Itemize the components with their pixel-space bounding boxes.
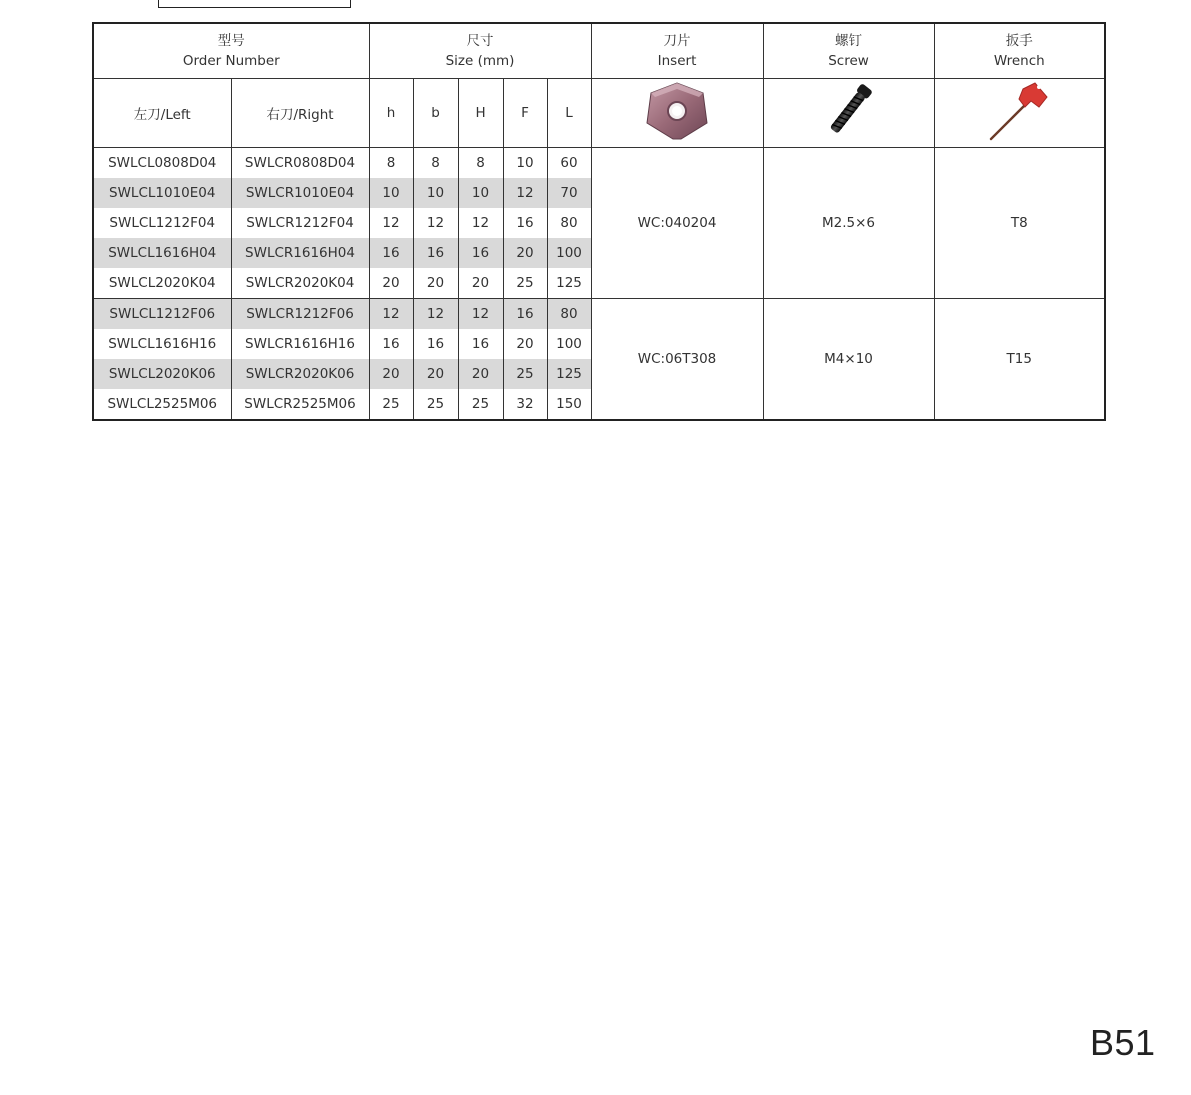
dim-b: 25 [413,389,458,420]
dim-H: 12 [458,208,503,238]
dim-F: 25 [503,359,547,389]
dim-b: 16 [413,329,458,359]
dim-F: 20 [503,238,547,268]
dim-h: 8 [369,148,413,179]
dim-h-header: h [369,79,413,148]
screw-code: M2.5×6 [763,148,934,299]
insert-code: WC:06T308 [591,299,763,421]
left-hand-header: 左刀/Left [93,79,231,148]
wrench-header [934,23,1105,79]
wrench-en: Wrench [993,53,1045,69]
insert-header [591,23,763,79]
screw-code: M4×10 [763,299,934,421]
size-header [369,23,591,79]
dim-h: 12 [369,208,413,238]
dim-H: 20 [458,359,503,389]
right-code: SWLCR2020K06 [231,359,369,389]
dim-L: 60 [547,148,591,179]
dim-L: 150 [547,389,591,420]
dim-F: 10 [503,148,547,179]
size-zh: 尺寸 [466,33,494,49]
order-number-zh: 型号 [217,33,245,49]
right-code: SWLCR1616H16 [231,329,369,359]
right-code: SWLCR1010E04 [231,178,369,208]
page-number: B51 [1090,1022,1156,1063]
dim-b: 12 [413,299,458,330]
right-code: SWLCR1212F04 [231,208,369,238]
left-code: SWLCL2020K06 [93,359,231,389]
dim-L: 80 [547,208,591,238]
insert-image [591,79,763,148]
dim-b: 12 [413,208,458,238]
dim-L: 125 [547,359,591,389]
left-code: SWLCL2020K04 [93,268,231,299]
dim-b: 20 [413,268,458,299]
dim-F: 16 [503,208,547,238]
spec-table [92,22,1106,421]
dim-H: 20 [458,268,503,299]
dim-b: 16 [413,238,458,268]
dim-L: 100 [547,238,591,268]
top-label-box [158,0,351,8]
dim-L: 100 [547,329,591,359]
screw-header [763,23,934,79]
dim-L: 70 [547,178,591,208]
left-code: SWLCL1212F04 [93,208,231,238]
screw-en: Screw [828,53,869,69]
insert-icon [637,79,717,143]
right-code: SWLCR1616H04 [231,238,369,268]
left-code: SWLCL1616H04 [93,238,231,268]
dim-F: 16 [503,299,547,330]
dim-F: 25 [503,268,547,299]
wrench-image [934,79,1105,148]
order-number-en: Order Number [182,53,280,69]
dim-H-header: H [458,79,503,148]
screw-zh: 螺钉 [835,33,863,49]
dim-h: 16 [369,329,413,359]
dim-H: 25 [458,389,503,420]
left-code: SWLCL2525M06 [93,389,231,420]
insert-en: Insert [657,53,697,69]
dim-H: 10 [458,178,503,208]
dim-h: 10 [369,178,413,208]
right-code: SWLCR1212F06 [231,299,369,330]
wrench-code: T8 [934,148,1105,299]
dim-L-header: L [547,79,591,148]
insert-zh: 刀片 [663,33,691,49]
wrench-zh: 扳手 [1005,33,1033,49]
insert-code: WC:040204 [591,148,763,299]
wrench-icon [979,79,1059,143]
right-code: SWLCR0808D04 [231,148,369,179]
dim-H: 16 [458,238,503,268]
left-code: SWLCL1010E04 [93,178,231,208]
dim-b: 8 [413,148,458,179]
dim-F: 20 [503,329,547,359]
right-hand-header: 右刀/Right [231,79,369,148]
dim-L: 80 [547,299,591,330]
dim-H: 12 [458,299,503,330]
left-code: SWLCL0808D04 [93,148,231,179]
dim-H: 8 [458,148,503,179]
screw-image [763,79,934,148]
order-number-header [93,23,369,79]
left-code: SWLCL1616H16 [93,329,231,359]
right-code: SWLCR2020K04 [231,268,369,299]
dim-L: 125 [547,268,591,299]
dim-h: 20 [369,268,413,299]
dim-b: 10 [413,178,458,208]
size-en: Size (mm) [445,53,515,69]
dim-b-header: b [413,79,458,148]
dim-b: 20 [413,359,458,389]
dim-h: 12 [369,299,413,330]
screw-icon [814,79,884,143]
left-code: SWLCL1212F06 [93,299,231,330]
dim-F: 32 [503,389,547,420]
dim-h: 20 [369,359,413,389]
dim-h: 25 [369,389,413,420]
wrench-code: T15 [934,299,1105,421]
dim-H: 16 [458,329,503,359]
dim-F-header: F [503,79,547,148]
right-code: SWLCR2525M06 [231,389,369,420]
dim-h: 16 [369,238,413,268]
dim-F: 12 [503,178,547,208]
